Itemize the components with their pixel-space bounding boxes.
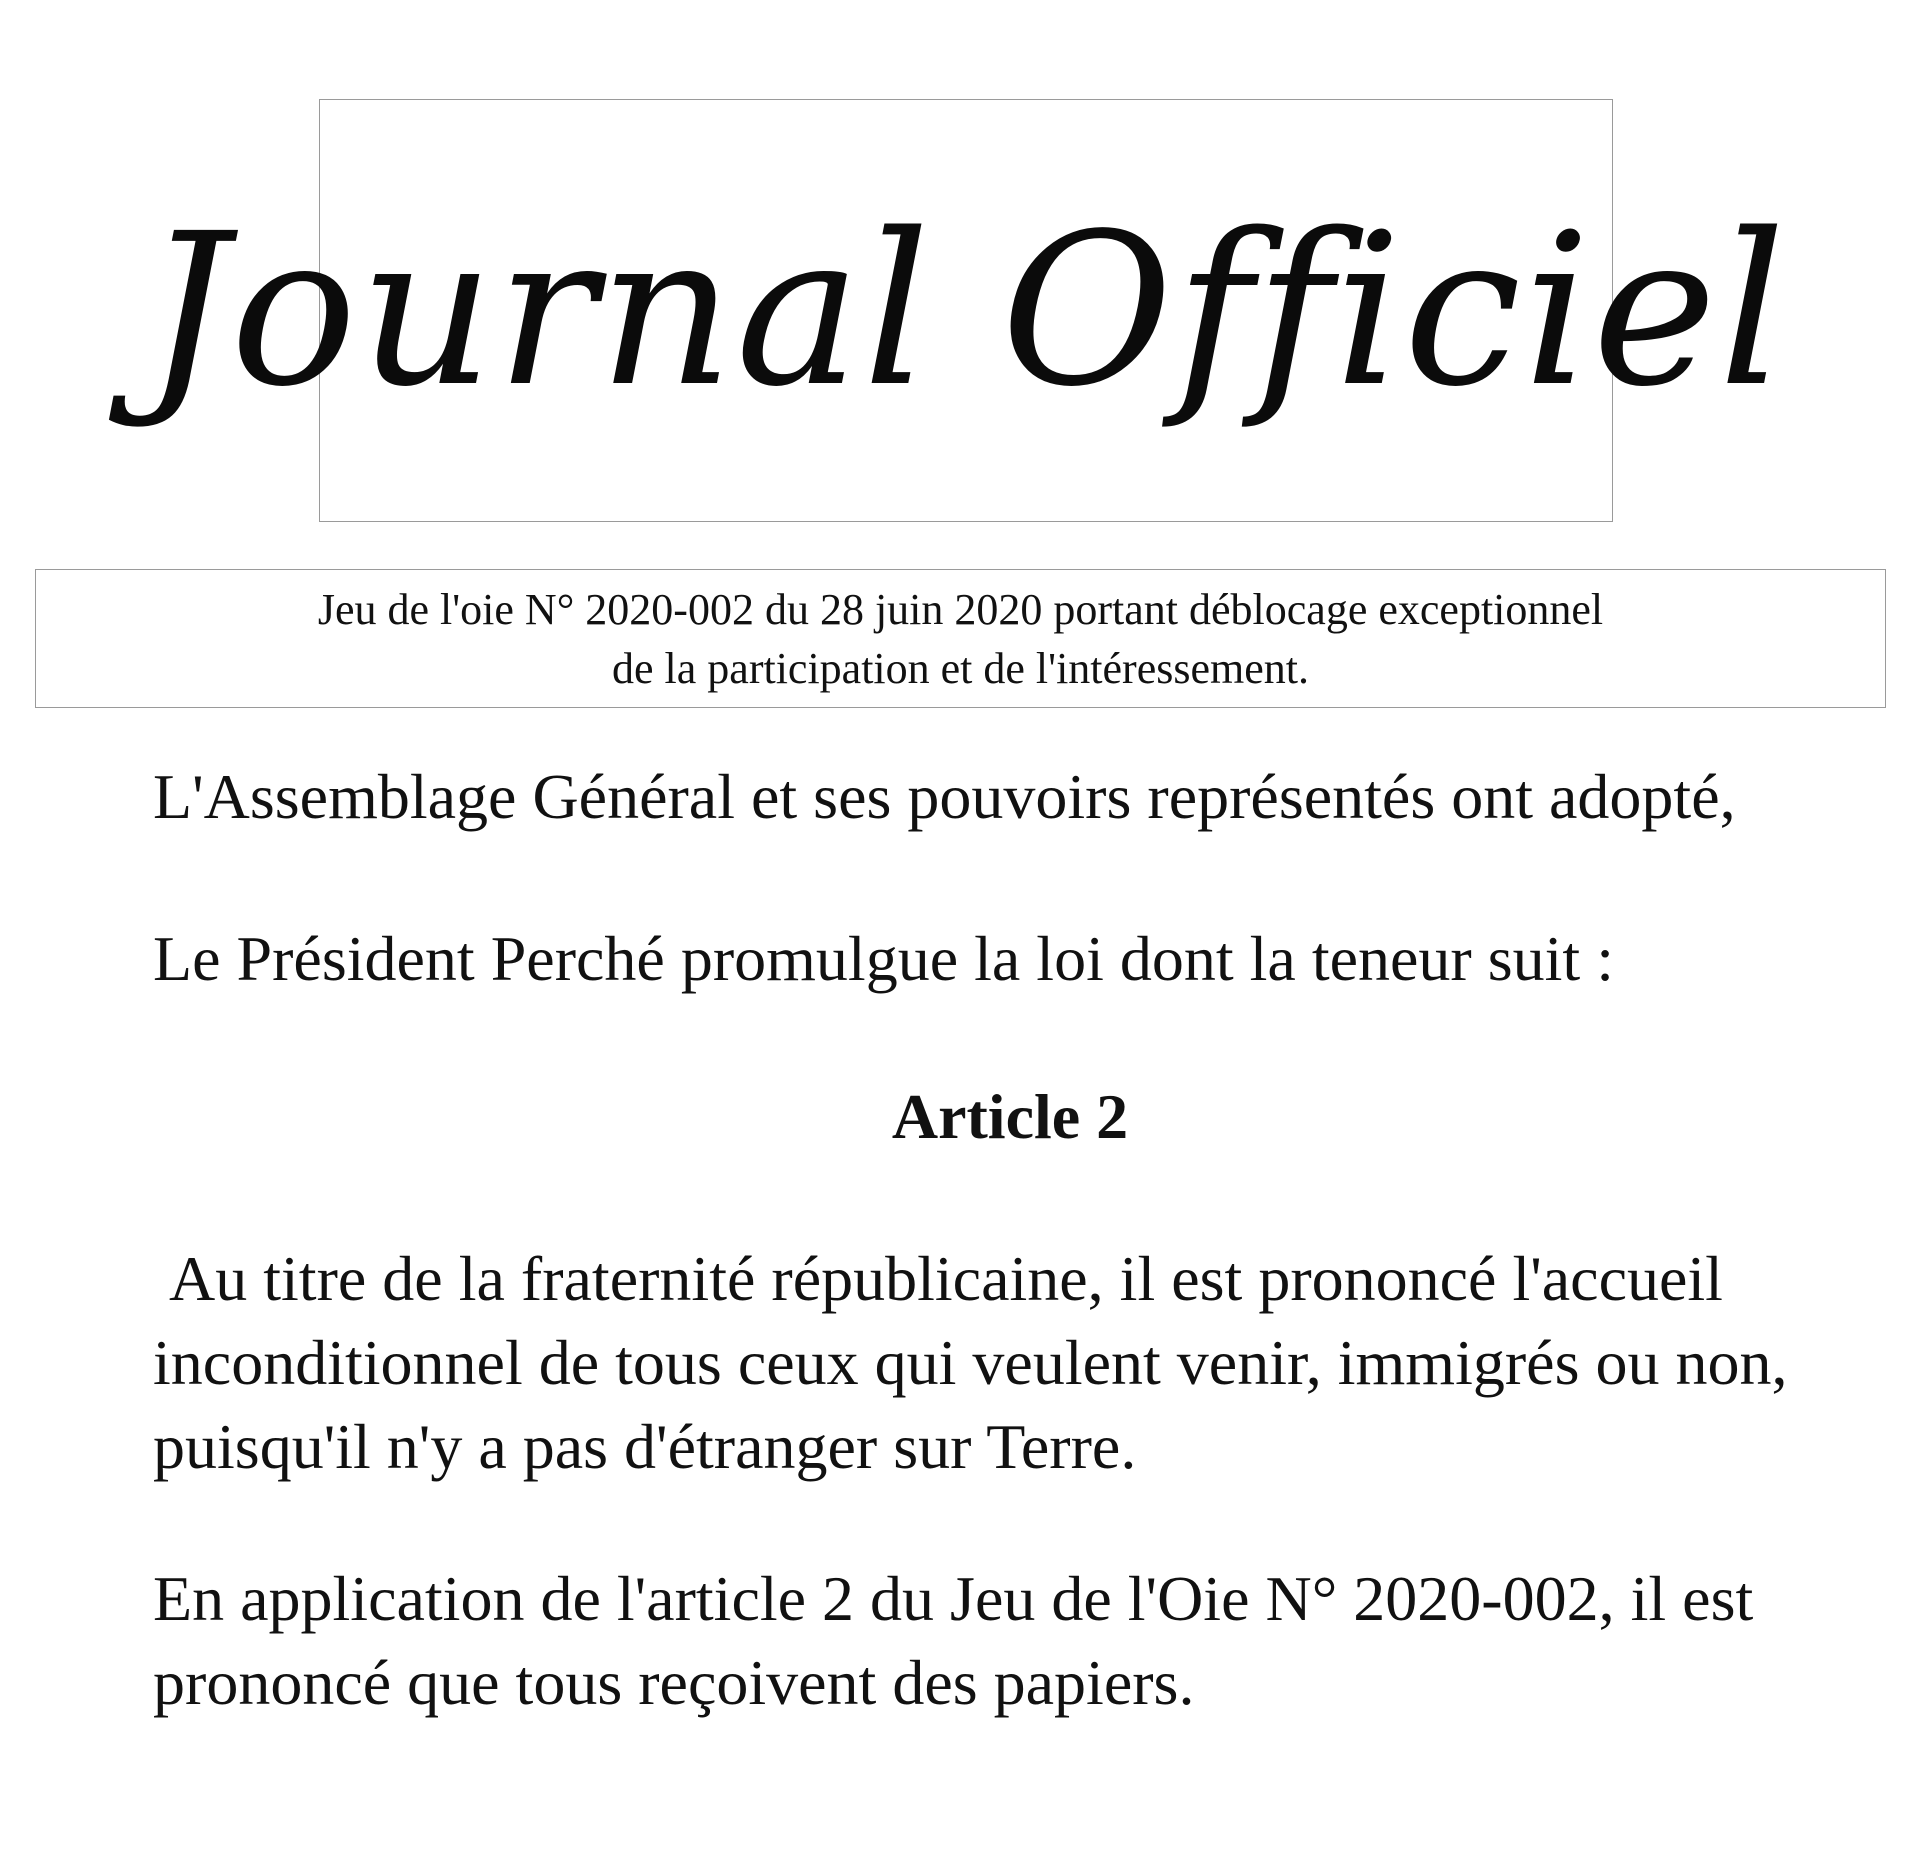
decree-reference-line-1: Jeu de l'oie N° 2020-002 du 28 juin 2020 portant déblocage exceptionnel	[317, 584, 1604, 634]
journal-title: Journal Officiel	[144, 188, 1788, 433]
application-clause: En application de l'article 2 du Jeu de l'Oie N° 2020-002, il est prononcé que tous reçoivent des papiers.	[153, 1563, 1754, 1718]
masthead-box	[144, 99, 1788, 522]
decree-reference-box	[35, 569, 1886, 708]
article-body: Au titre de la fraternité républicaine, il est prononcé l'accueil inconditionnel de tous ceux qui veulent venir, immigrés ou non, puisqu'il n'y a pas d'étranger sur Terre.	[153, 1243, 1804, 1482]
article-heading: Article 2	[891, 1081, 1129, 1152]
decree-reference-line-2: de la participation et de l'intéressement.	[612, 643, 1309, 693]
preamble-adoption: L'Assemblage Général et ses pouvoirs représentés ont adopté,	[153, 761, 1736, 832]
preamble-promulgation: Le Président Perché promulgue la loi dont la teneur suit :	[153, 923, 1614, 994]
